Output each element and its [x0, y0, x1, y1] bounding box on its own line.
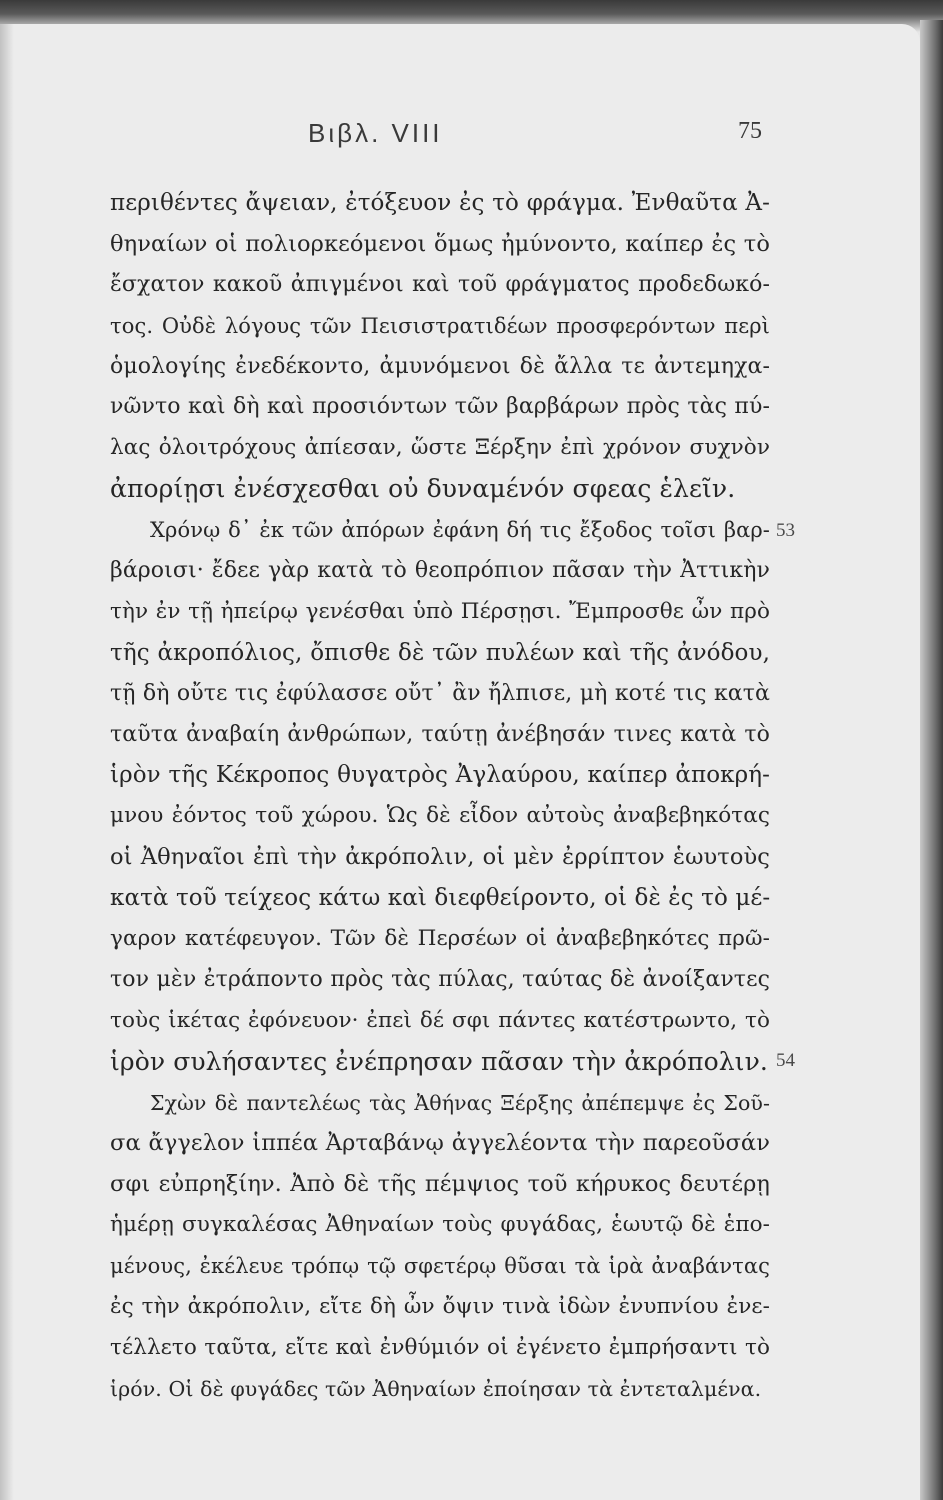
text-line: σα ἄγγελον ἱππέα Ἀρταβάνῳ ἀγγελέοντα τὴν παρεοῦσάν	[110, 1130, 770, 1157]
text-line: τῆς ἀκροπόλιος, ὄπισθε δὲ τῶν πυλέων καὶ τῆς ἀνόδου,	[110, 639, 770, 666]
text-line: ἡμέρῃ συγκαλέσας Ἀθηναίων τοὺς φυγάδας, ἑωυτῷ δὲ ἑπο-	[110, 1212, 770, 1238]
text-line: μνου ἐόντος τοῦ χώρου. Ὡς δὲ εἶδον αὐτοὺς ἀναβεβηκότας	[110, 803, 770, 829]
text-line: ἀπορίῃσι ἐνέσχεσθαι οὐ δυναμένόν σφεας ἑλεῖν.	[110, 474, 736, 504]
text-line: ἱρὸν τῆς Κέκροπος θυγατρὸς Ἀγλαύρου, καίπερ ἀποκρή-	[110, 762, 770, 789]
text-line: τον μὲν ἐτράποντο πρὸς τὰς πύλας, ταύτας δὲ ἀνοίξαντες	[110, 966, 770, 992]
text-line: νῶντο καὶ δὴ καὶ προσιόντων τῶν βαρβάρων πρὸς τὰς πύ-	[110, 394, 770, 420]
text-line: Σχὼν δὲ παντελέως τὰς Ἀθήνας Ξέρξης ἀπέπεμψε ἐς Σοῦ-	[150, 1090, 770, 1115]
text-line: γαρον κατέφευγον. Τῶν δὲ Περσέων οἱ ἀναβεβηκότες πρῶ-	[110, 926, 770, 952]
text-line: Χρόνῳ δ᾽ ἐκ τῶν ἀπόρων ἐφάνη δή τις ἔξοδος τοῖσι βαρ-	[150, 518, 770, 543]
section-number-54: 54	[776, 1050, 795, 1071]
running-head-title: Βιβλ. VIII	[308, 118, 443, 148]
text-line: κατὰ τοῦ τείχεος κάτω καὶ διεφθείροντο, οἱ δὲ ἐς τὸ μέ-	[110, 885, 771, 912]
text-line: σφι εὐπρηξίην. Ἀπὸ δὲ τῆς πέμψιος τοῦ κήρυκος δευτέρῃ	[110, 1171, 770, 1198]
text-line: λας ὀλοιτρόχους ἀπίεσαν, ὥστε Ξέρξην ἐπὶ χρόνον συχνὸν	[110, 435, 770, 461]
text-line: τῇ δὴ οὔτε τις ἐφύλασσε οὔτ᾽ ἂν ἤλπισε, μὴ κοτέ τις κατὰ	[110, 680, 770, 706]
text-line: οἱ Ἀθηναῖοι ἐπὶ τὴν ἀκρόπολιν, οἱ μὲν ἐρρίπτον ἑωυτοὺς	[110, 844, 770, 871]
text-line: περιθέντες ἄψειαν, ἐτόξευον ἐς τὸ φράγμα. Ἐνθαῦτα Ἀ-	[110, 190, 770, 216]
text-line: θηναίων οἱ πολιορκεόμενοι ὅμως ἠμύνοντο, καίπερ ἐς τὸ	[110, 230, 770, 257]
spine-shadow	[0, 24, 14, 1500]
page-edge	[920, 20, 943, 1500]
body-text	[110, 183, 770, 1410]
text-line: τοὺς ἱκέτας ἐφόνευον· ἐπεὶ δέ σφι πάντες κατέστρωντο, τὸ	[110, 1007, 770, 1033]
text-line: ἐς τὴν ἀκρόπολιν, εἴτε δὴ ὦν ὄψιν τινὰ ἰδὼν ἐνυπνίου ἐνε-	[110, 1294, 770, 1320]
text-line: τος. Οὐδὲ λόγους τῶν Πεισιστρατιδέων προσφερόντων περὶ	[110, 313, 770, 338]
text-line: ὁμολογίης ἐνεδέκοντο, ἀμυνόμενοι δὲ ἄλλα τε ἀντεμηχα-	[110, 353, 770, 379]
text-line: μένους, ἐκέλευε τρόπῳ τῷ σφετέρῳ θῦσαι τὰ ἱρὰ ἀναβάντας	[110, 1254, 770, 1279]
text-line: βάροισι· ἔδεε γὰρ κατὰ τὸ θεοπρόπιον πᾶσαν τὴν Ἀττικὴν	[110, 558, 770, 584]
text-line: τέλλετο ταῦτα, εἴτε καὶ ἐνθύμιόν οἱ ἐγένετο ἐμπρήσαντι τὸ	[110, 1334, 770, 1360]
text-line: ἱρόν. Οἱ δὲ φυγάδες τῶν Ἀθηναίων ἐποίησαν τὰ ἐντεταλμένα.	[110, 1376, 762, 1401]
running-head	[0, 118, 943, 158]
text-line: ταῦτα ἀναβαίη ἀνθρώπων, ταύτῃ ἀνέβησάν τινες κατὰ τὸ	[110, 721, 770, 747]
text-line: τὴν ἐν τῇ ἠπείρῳ γενέσθαι ὑπὸ Πέρσῃσι. Ἔμπροσθε ὦν πρὸ	[110, 598, 770, 624]
text-line: ἱρὸν συλήσαντες ἐνέπρησαν πᾶσαν τὴν ἀκρόπολιν.	[110, 1046, 768, 1076]
page-number: 75	[738, 118, 762, 144]
text-line: ἔσχατον κακοῦ ἀπιγμένοι καὶ τοῦ φράγματος προδεδωκό-	[110, 271, 770, 297]
section-number-53: 53	[776, 520, 795, 541]
